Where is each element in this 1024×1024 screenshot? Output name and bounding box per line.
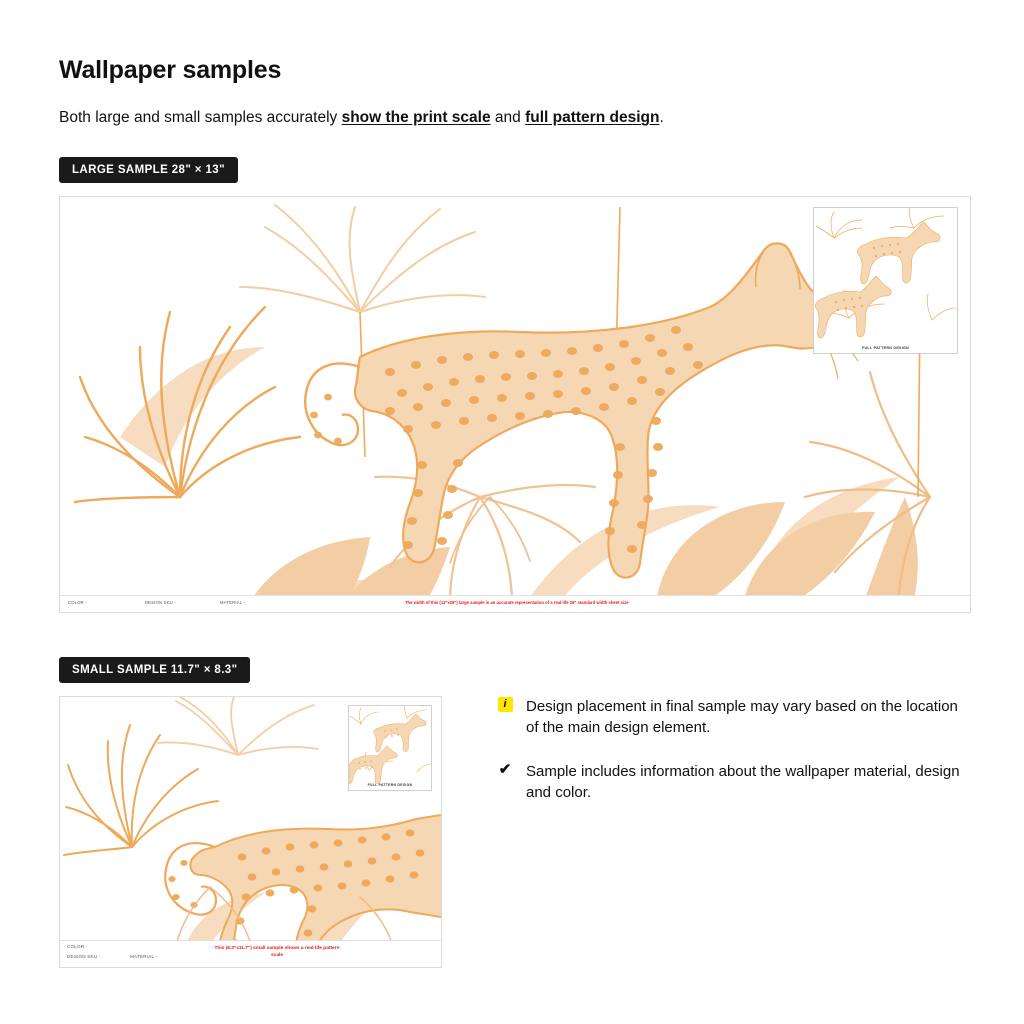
large-color-label: COLOR - xyxy=(68,600,87,605)
small-material-label: MATERIAL - xyxy=(130,954,158,959)
small-sample-image[interactable] xyxy=(59,696,442,968)
info-text-placement: Design placement in final sample may vary based on the location of the main design element. xyxy=(526,698,958,737)
info-item-includes xyxy=(494,761,974,804)
subtitle-lead: Both large and small samples accurately xyxy=(59,109,342,126)
page-title: Wallpaper samples xyxy=(59,56,282,84)
info-badge-icon: i xyxy=(494,696,516,712)
large-sample-footer xyxy=(60,595,970,612)
full-pattern-inset-small[interactable] xyxy=(348,705,432,791)
subtitle-link-print-scale[interactable]: show the print scale xyxy=(341,109,491,126)
large-sample-image[interactable] xyxy=(59,196,971,613)
subtitle-end: . xyxy=(659,109,664,126)
large-material-label: MATERIAL - xyxy=(220,600,246,605)
page-subtitle xyxy=(59,108,664,128)
small-color-label: COLOR - xyxy=(67,944,88,949)
subtitle-middle: and xyxy=(490,109,526,126)
info-list xyxy=(494,696,974,825)
large-sku-label: DESIGN SKU - xyxy=(145,600,176,605)
full-pattern-thumbnail-large xyxy=(814,208,957,353)
small-sample-tag: SMALL SAMPLE 11.7" × 8.3" xyxy=(59,657,250,683)
inset-label-large: FULL PATTERN DESIGN xyxy=(861,346,910,350)
small-sample-note: This (8.3"x11.7") small sample shows a real-life pattern scale xyxy=(214,946,340,958)
large-sample-tag: LARGE SAMPLE 28" × 13" xyxy=(59,157,238,183)
full-pattern-inset-large[interactable] xyxy=(813,207,958,354)
small-sku-label: DESIGN SKU - xyxy=(67,954,101,959)
inset-label-small: FULL PATTERN DESIGN xyxy=(367,783,413,787)
check-icon: ✔ xyxy=(498,760,512,778)
subtitle-link-full-pattern[interactable]: full pattern design xyxy=(525,109,660,126)
info-item-placement xyxy=(494,696,974,739)
small-sample-footer xyxy=(60,940,441,967)
info-text-includes: Sample includes information about the wallpaper material, design and color. xyxy=(526,762,960,801)
large-sample-note: The width of this (13"x28") large sample is an accurate representation of a real-life 28" standard width sheet size xyxy=(405,600,629,605)
full-pattern-thumbnail-small xyxy=(349,706,431,790)
